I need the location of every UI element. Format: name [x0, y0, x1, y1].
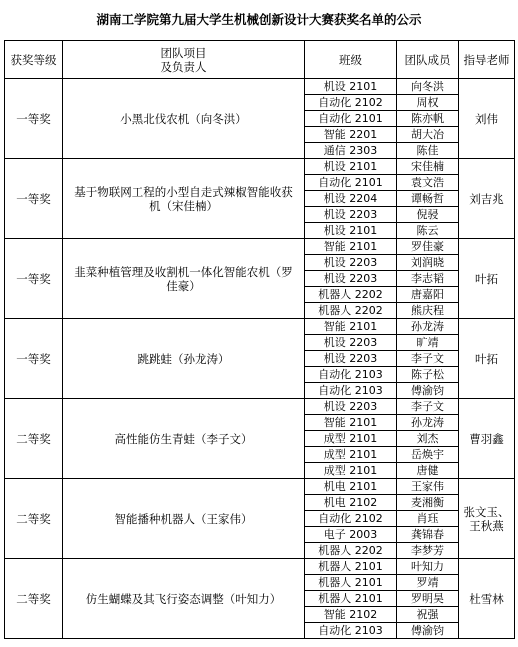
member-cell: 李梦芳	[397, 543, 459, 559]
class-cell: 自动化 2101	[305, 175, 397, 191]
header-members: 团队成员	[397, 41, 459, 79]
member-cell: 陈子松	[397, 367, 459, 383]
award-table	[4, 40, 515, 639]
header-project-line1: 团队项目	[160, 45, 207, 60]
award-level-cell: 一等奖	[5, 159, 63, 239]
class-cell: 自动化 2102	[305, 95, 397, 111]
project-cell: 韭菜种植管理及收割机一体化智能农机（罗佳豪）	[63, 239, 305, 319]
advisor-cell	[459, 479, 515, 559]
member-cell: 岳焕宇	[397, 447, 459, 463]
advisor-cell: 叶拓	[459, 239, 515, 319]
header-project-line2: 及负责人	[160, 59, 207, 74]
member-cell: 袁文浩	[397, 175, 459, 191]
class-cell: 机器人 2202	[305, 543, 397, 559]
class-cell: 自动化 2101	[305, 111, 397, 127]
member-cell: 宋佳楠	[397, 159, 459, 175]
table-row	[5, 319, 515, 335]
class-cell: 自动化 2103	[305, 383, 397, 399]
member-cell: 熊庆程	[397, 303, 459, 319]
class-cell: 机设 2101	[305, 223, 397, 239]
table-row	[5, 79, 515, 95]
table-row	[5, 239, 515, 255]
project-cell: 小黑北伐农机（向冬洪）	[63, 79, 305, 159]
member-cell: 王家伟	[397, 479, 459, 495]
member-cell: 唐健	[397, 463, 459, 479]
member-cell: 傅渝钧	[397, 383, 459, 399]
advisor-cell: 叶拓	[459, 319, 515, 399]
class-cell: 机设 2203	[305, 399, 397, 415]
class-cell: 智能 2101	[305, 319, 397, 335]
project-cell: 仿生蝴蝶及其飞行姿态调整（叶知力）	[63, 559, 305, 639]
member-cell: 罗靖	[397, 575, 459, 591]
class-cell: 自动化 2102	[305, 511, 397, 527]
class-cell: 机器人 2101	[305, 575, 397, 591]
project-cell: 智能播种机器人（王家伟）	[63, 479, 305, 559]
member-cell: 陈亦帆	[397, 111, 459, 127]
member-cell: 刘杰	[397, 431, 459, 447]
award-level-cell: 一等奖	[5, 319, 63, 399]
award-level-cell: 二等奖	[5, 479, 63, 559]
advisor-cell: 曹羽鑫	[459, 399, 515, 479]
header-level: 获奖等级	[5, 41, 63, 79]
header-project	[63, 41, 305, 79]
table-row	[5, 399, 515, 415]
member-cell: 唐嘉阳	[397, 287, 459, 303]
header-row	[5, 41, 515, 79]
member-cell: 谭畅哲	[397, 191, 459, 207]
advisor-cell: 刘吉兆	[459, 159, 515, 239]
member-cell: 祝强	[397, 607, 459, 623]
member-cell: 向冬洪	[397, 79, 459, 95]
table-row	[5, 479, 515, 495]
member-cell: 倪骎	[397, 207, 459, 223]
class-cell: 成型 2101	[305, 447, 397, 463]
member-cell: 李子文	[397, 351, 459, 367]
class-cell: 智能 2102	[305, 607, 397, 623]
class-cell: 机设 2203	[305, 255, 397, 271]
member-cell: 李子文	[397, 399, 459, 415]
class-cell: 智能 2101	[305, 415, 397, 431]
project-cell: 高性能仿生青蛙（李子文）	[63, 399, 305, 479]
member-cell: 麦湘衡	[397, 495, 459, 511]
class-cell: 智能 2201	[305, 127, 397, 143]
class-cell: 机设 2203	[305, 207, 397, 223]
member-cell: 罗佳豪	[397, 239, 459, 255]
member-cell: 孙龙涛	[397, 319, 459, 335]
class-cell: 机器人 2202	[305, 287, 397, 303]
class-cell: 机设 2203	[305, 351, 397, 367]
member-cell: 叶知力	[397, 559, 459, 575]
award-level-cell: 一等奖	[5, 239, 63, 319]
table-row	[5, 559, 515, 575]
member-cell: 陈云	[397, 223, 459, 239]
member-cell: 肖珏	[397, 511, 459, 527]
award-level-cell: 一等奖	[5, 79, 63, 159]
class-cell: 机器人 2202	[305, 303, 397, 319]
document-title: 湖南工学院第九届大学生机械创新设计大赛获奖名单的公示	[96, 12, 422, 27]
member-cell: 李志韬	[397, 271, 459, 287]
advisor-line2: 王秋燕	[469, 518, 504, 533]
member-cell: 陈佳	[397, 143, 459, 159]
member-cell: 旷靖	[397, 335, 459, 351]
member-cell: 龚锦春	[397, 527, 459, 543]
class-cell: 机电 2102	[305, 495, 397, 511]
class-cell: 自动化 2103	[305, 623, 397, 639]
member-cell: 罗明昊	[397, 591, 459, 607]
advisor-cell: 杜雪林	[459, 559, 515, 639]
project-cell: 基于物联网工程的小型自走式辣椒智能收获机（宋佳楠）	[63, 159, 305, 239]
member-cell: 刘润晓	[397, 255, 459, 271]
class-cell: 机电 2101	[305, 479, 397, 495]
member-cell: 周权	[397, 95, 459, 111]
class-cell: 成型 2101	[305, 463, 397, 479]
class-cell: 机设 2204	[305, 191, 397, 207]
header-advisor: 指导老师	[459, 41, 515, 79]
advisor-line1: 张文玉、	[463, 504, 510, 519]
member-cell: 孙龙涛	[397, 415, 459, 431]
member-cell: 傅渝钧	[397, 623, 459, 639]
header-class: 班级	[305, 41, 397, 79]
award-level-cell: 二等奖	[5, 399, 63, 479]
class-cell: 机器人 2101	[305, 559, 397, 575]
award-level-cell: 二等奖	[5, 559, 63, 639]
class-cell: 通信 2303	[305, 143, 397, 159]
table-row	[5, 159, 515, 175]
advisor-cell: 刘伟	[459, 79, 515, 159]
class-cell: 智能 2101	[305, 239, 397, 255]
class-cell: 电子 2003	[305, 527, 397, 543]
class-cell: 机设 2101	[305, 79, 397, 95]
class-cell: 机设 2203	[305, 271, 397, 287]
class-cell: 自动化 2103	[305, 367, 397, 383]
class-cell: 机设 2101	[305, 159, 397, 175]
member-cell: 胡大冶	[397, 127, 459, 143]
class-cell: 机器人 2101	[305, 591, 397, 607]
project-cell: 跳跳蛙（孙龙涛）	[63, 319, 305, 399]
class-cell: 机设 2203	[305, 335, 397, 351]
class-cell: 成型 2101	[305, 431, 397, 447]
